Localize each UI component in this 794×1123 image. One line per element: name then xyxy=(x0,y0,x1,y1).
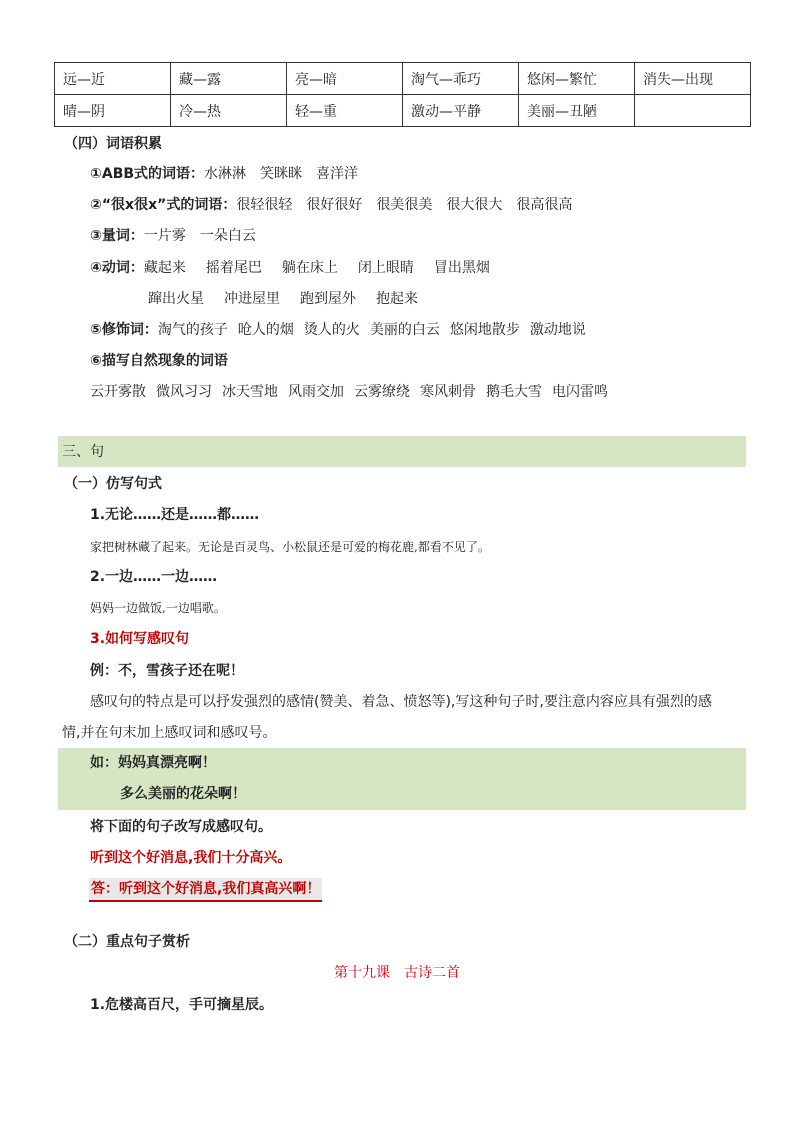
abb-words-line xyxy=(90,164,358,184)
verb-line-2 xyxy=(148,289,418,309)
modifier-line xyxy=(90,320,586,340)
henx-words-line xyxy=(90,195,572,215)
word: 抱起来 xyxy=(376,291,418,307)
nature-words-label: ⑥描写自然现象的词语 xyxy=(90,353,228,369)
table-cell: 悠闲—繁忙 xyxy=(519,63,635,95)
table-cell: 晴—阴 xyxy=(55,95,171,127)
table-cell: 美丽—丑陋 xyxy=(519,95,635,127)
table-cell: 远—近 xyxy=(55,63,171,95)
pattern-3-title: 3.如何写感叹句 xyxy=(90,631,190,647)
word: 笑眯眯 xyxy=(260,166,303,182)
word: 云开雾散 xyxy=(90,384,146,400)
word: 冰天雪地 xyxy=(222,384,278,400)
table-row xyxy=(55,95,751,127)
word: 很美很美 xyxy=(376,197,433,213)
word: 冲进屋里 xyxy=(224,291,280,307)
word: 很大很大 xyxy=(446,197,503,213)
word: 跑到屋外 xyxy=(300,291,356,307)
table-row xyxy=(55,63,751,95)
word: 喜洋洋 xyxy=(316,166,359,182)
example-band xyxy=(58,748,746,810)
lesson-title: 第十九课 古诗二首 xyxy=(334,965,460,981)
rewrite-task: 将下面的句子改写成感叹句。 xyxy=(90,819,272,835)
pattern-2-title: 2.一边……一边…… xyxy=(90,569,218,585)
word: 闭上眼睛 xyxy=(357,260,414,276)
word: 激动地说 xyxy=(529,322,586,338)
example-line-2: 多么美丽的花朵啊！ xyxy=(120,786,246,802)
example-line-1: 如：妈妈真漂亮啊！ xyxy=(90,755,216,771)
quantifier-label: ③量词： xyxy=(90,228,144,244)
word: 悠闲地散步 xyxy=(449,322,520,338)
word: 躺在床上 xyxy=(281,260,338,276)
table-cell: 亮—暗 xyxy=(287,63,403,95)
modifier-label: ⑤修饰词： xyxy=(90,322,158,338)
word: 淘气的孩子 xyxy=(157,322,228,338)
table-cell: 冷—热 xyxy=(171,95,287,127)
nature-words-line xyxy=(90,382,608,402)
description-line-1: 感叹句的特点是可以抒发强烈的感情(赞美、着急、愤怒等),写这种句子时,要注意内容应具有强烈的感 xyxy=(90,694,712,710)
pattern-1-title: 1.无论……还是……都…… xyxy=(90,507,260,523)
table-cell: 消失—出现 xyxy=(635,63,751,95)
word: 摇着尾巴 xyxy=(205,260,262,276)
section-heading-word-accumulation: （四）词语积累 xyxy=(64,136,162,152)
section-heading-sentences: 三、句 xyxy=(62,444,104,460)
word: 蹿出火星 xyxy=(148,291,204,307)
word: 微风习习 xyxy=(156,384,212,400)
table-cell: 淘气—乖巧 xyxy=(403,63,519,95)
word: 很高很高 xyxy=(516,197,573,213)
word: 云雾缭绕 xyxy=(354,384,410,400)
section-header-band xyxy=(58,436,746,467)
henx-label: ②“很x很x”式的词语： xyxy=(90,197,237,213)
word: 水淋淋 xyxy=(204,166,247,182)
answer-text: 答：听到这个好消息,我们真高兴啊！ xyxy=(89,878,322,902)
word: 很轻很轻 xyxy=(236,197,293,213)
rewrite-question: 听到这个好消息,我们十分高兴。 xyxy=(90,850,292,866)
word: 一朵白云 xyxy=(199,228,256,244)
table-cell xyxy=(635,95,751,127)
subheading-imitation: （一）仿写句式 xyxy=(64,476,162,492)
word: 一片雾 xyxy=(143,228,186,244)
word: 风雨交加 xyxy=(288,384,344,400)
subheading-analysis: （二）重点句子赏析 xyxy=(64,934,190,950)
poem-line: 1.危楼高百尺，手可摘星辰。 xyxy=(90,997,274,1013)
pattern-3-example: 例：不，雪孩子还在呢！ xyxy=(90,663,244,679)
word: 美丽的白云 xyxy=(369,322,440,338)
word: 呛人的烟 xyxy=(237,322,294,338)
table-cell: 激动—平静 xyxy=(403,95,519,127)
description-line-2: 情,并在句末加上感叹词和感叹号。 xyxy=(62,725,277,741)
word: 电闪雷鸣 xyxy=(552,384,608,400)
antonym-table xyxy=(54,62,751,127)
word: 冒出黑烟 xyxy=(433,260,490,276)
word: 烫人的火 xyxy=(303,322,360,338)
verb-line-1 xyxy=(90,258,490,278)
word: 寒风刺骨 xyxy=(420,384,476,400)
answer-line xyxy=(89,878,322,902)
word: 藏起来 xyxy=(143,260,186,276)
table-cell: 轻—重 xyxy=(287,95,403,127)
pattern-2-example: 妈妈一边做饭,一边唱歌。 xyxy=(90,601,226,615)
word: 鹅毛大雪 xyxy=(486,384,542,400)
abb-label: ①ABB式的词语： xyxy=(90,166,205,182)
verb-label: ④动词： xyxy=(90,260,144,276)
word: 很好很好 xyxy=(306,197,363,213)
quantifier-line xyxy=(90,226,256,246)
pattern-1-example: 家把树林藏了起来。无论是百灵鸟、小松鼠还是可爱的梅花鹿,都看不见了。 xyxy=(90,540,490,554)
table-cell: 藏—露 xyxy=(171,63,287,95)
